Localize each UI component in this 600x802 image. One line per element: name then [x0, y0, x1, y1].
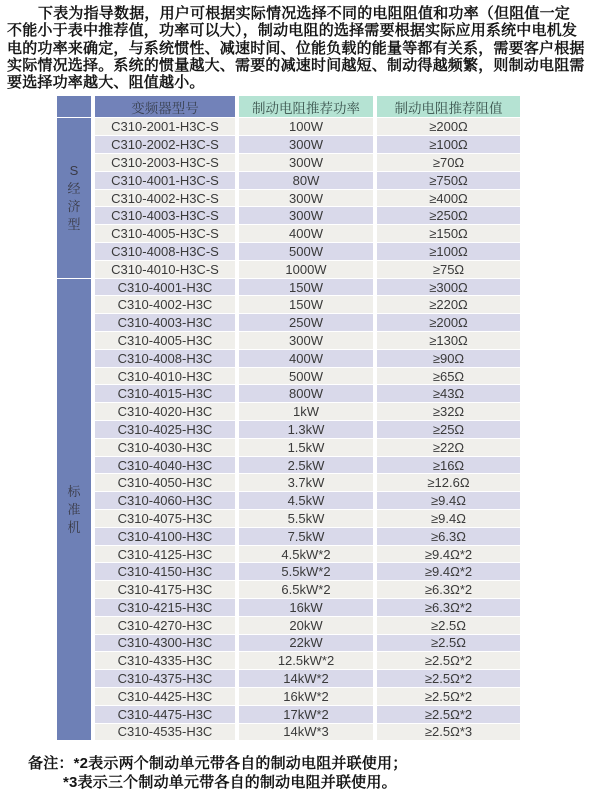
manual-page — [0, 5, 600, 792]
intro-line: 要选择功率越大、阻值越小。 — [7, 74, 205, 92]
table-row — [57, 492, 520, 509]
table-row — [57, 581, 520, 598]
resistance-cell: ≥2.5Ω*3 — [377, 724, 520, 741]
resistance-cell: ≥2.5Ω*2 — [377, 688, 520, 705]
footnotes — [28, 754, 600, 792]
table-row — [57, 332, 520, 349]
resistance-cell: ≥6.3Ω*2 — [377, 581, 520, 598]
footnote-prefix: 备注： — [28, 755, 74, 773]
group-label-char: 标 — [67, 483, 81, 499]
group-label-char: 济 — [67, 199, 81, 215]
power-cell: 300W — [239, 190, 373, 207]
model-cell: C310-2002-H3C-S — [95, 136, 235, 153]
power-cell: 6.5kW*2 — [239, 581, 373, 598]
resistance-cell: ≥2.5Ω — [377, 617, 520, 634]
model-cell: C310-4008-H3C-S — [95, 243, 235, 260]
table-row — [57, 563, 520, 580]
group-label-char: 准 — [67, 501, 81, 517]
resistance-cell: ≥6.3Ω*2 — [377, 599, 520, 616]
power-cell: 300W — [239, 136, 373, 153]
model-cell: C310-4475-H3C — [95, 706, 235, 723]
power-cell: 14kW*2 — [239, 670, 373, 687]
resistance-cell: ≥750Ω — [377, 172, 520, 189]
model-cell: C310-4010-H3C — [95, 368, 235, 385]
power-cell: 1000W — [239, 261, 373, 278]
group-label-char: 型 — [67, 217, 81, 233]
resistance-cell: ≥75Ω — [377, 261, 520, 278]
table-row — [57, 528, 520, 545]
resistance-cell: ≥150Ω — [377, 225, 520, 242]
resistance-cell: ≥200Ω — [377, 118, 520, 135]
resistance-column-header: 制动电阻推荐阻值 — [377, 96, 520, 117]
model-cell: C310-4020-H3C — [95, 403, 235, 420]
table-row — [57, 403, 520, 420]
resistance-cell: ≥43Ω — [377, 385, 520, 402]
model-cell: C310-4010-H3C-S — [95, 261, 235, 278]
power-cell: 100W — [239, 118, 373, 135]
model-cell: C310-4002-H3C — [95, 296, 235, 313]
power-cell: 500W — [239, 243, 373, 260]
table-row — [57, 261, 520, 278]
table-row — [57, 279, 520, 296]
model-cell: C310-4425-H3C — [95, 688, 235, 705]
model-cell: C310-4001-H3C — [95, 279, 235, 296]
power-cell: 4.5kW — [239, 492, 373, 509]
model-cell: C310-2001-H3C-S — [95, 118, 235, 135]
model-column-header: 变频器型号 — [95, 96, 235, 117]
resistance-cell: ≥250Ω — [377, 207, 520, 224]
group-label-cell — [57, 279, 91, 741]
power-cell: 16kW — [239, 599, 373, 616]
model-cell: C310-4075-H3C — [95, 510, 235, 527]
resistance-cell: ≥400Ω — [377, 190, 520, 207]
resistance-cell: ≥22Ω — [377, 439, 520, 456]
resistance-cell: ≥2.5Ω*2 — [377, 670, 520, 687]
table-row — [57, 243, 520, 260]
power-cell: 12.5kW*2 — [239, 652, 373, 669]
resistance-cell: ≥220Ω — [377, 296, 520, 313]
table-row — [57, 599, 520, 616]
power-column-header: 制动电阻推荐功率 — [239, 96, 373, 117]
table-row — [57, 385, 520, 402]
power-cell: 14kW*3 — [239, 724, 373, 741]
table-row — [57, 296, 520, 313]
model-cell: C310-4175-H3C — [95, 581, 235, 598]
group-column-header — [57, 96, 91, 117]
power-cell: 20kW — [239, 617, 373, 634]
power-cell: 300W — [239, 154, 373, 171]
table-row — [57, 439, 520, 456]
model-cell: C310-4100-H3C — [95, 528, 235, 545]
resistance-cell: ≥16Ω — [377, 457, 520, 474]
table-row — [57, 706, 520, 723]
resistance-cell: ≥130Ω — [377, 332, 520, 349]
table-row — [57, 154, 520, 171]
resistance-cell: ≥9.4Ω — [377, 492, 520, 509]
resistance-cell: ≥300Ω — [377, 279, 520, 296]
table-row — [57, 652, 520, 669]
power-cell: 1.3kW — [239, 421, 373, 438]
model-cell: C310-2003-H3C-S — [95, 154, 235, 171]
resistance-cell: ≥200Ω — [377, 314, 520, 331]
resistance-cell: ≥70Ω — [377, 154, 520, 171]
resistance-cell: ≥90Ω — [377, 350, 520, 367]
table-row — [57, 617, 520, 634]
resistance-cell: ≥2.5Ω — [377, 635, 520, 652]
intro-line: 电的功率来确定，与系统惯性、减速时间、位能负载的能量等都有关系，需要客户根据 — [7, 39, 585, 57]
table-row — [57, 314, 520, 331]
power-cell: 5.5kW — [239, 510, 373, 527]
model-cell: C310-4150-H3C — [95, 563, 235, 580]
model-cell: C310-4270-H3C — [95, 617, 235, 634]
resistance-cell: ≥12.6Ω — [377, 474, 520, 491]
model-cell: C310-4003-H3C-S — [95, 207, 235, 224]
table-row — [57, 724, 520, 741]
intro-line: 不能小于表中推荐值，功率可以大），制动电阻的选择需要根据实际应用系统中电机发 — [7, 22, 578, 40]
table-row — [57, 118, 520, 135]
resistance-cell: ≥32Ω — [377, 403, 520, 420]
resistance-cell: ≥100Ω — [377, 136, 520, 153]
resistance-cell: ≥9.4Ω — [377, 510, 520, 527]
resistance-cell: ≥6.3Ω — [377, 528, 520, 545]
resistance-cell: ≥100Ω — [377, 243, 520, 260]
table-row — [57, 190, 520, 207]
table-row — [57, 136, 520, 153]
power-cell: 150W — [239, 296, 373, 313]
resistance-cell: ≥2.5Ω*2 — [377, 652, 520, 669]
table-row — [57, 225, 520, 242]
power-cell: 22kW — [239, 635, 373, 652]
footnote-line: *3表示三个制动单元带各自的制动电阻并联使用。 — [63, 774, 397, 792]
resistance-cell: ≥2.5Ω*2 — [377, 706, 520, 723]
power-cell: 250W — [239, 314, 373, 331]
model-cell: C310-4060-H3C — [95, 492, 235, 509]
resistance-cell: ≥9.4Ω*2 — [377, 546, 520, 563]
model-cell: C310-4008-H3C — [95, 350, 235, 367]
table-row — [57, 350, 520, 367]
table-row — [57, 510, 520, 527]
model-cell: C310-4005-H3C-S — [95, 225, 235, 242]
model-cell: C310-4025-H3C — [95, 421, 235, 438]
power-cell: 400W — [239, 350, 373, 367]
table-row — [57, 688, 520, 705]
power-cell: 1kW — [239, 403, 373, 420]
power-cell: 3.7kW — [239, 474, 373, 491]
power-cell: 300W — [239, 207, 373, 224]
model-cell: C310-4300-H3C — [95, 635, 235, 652]
group-label-char: S — [69, 163, 79, 179]
resistance-cell: ≥65Ω — [377, 368, 520, 385]
model-cell: C310-4015-H3C — [95, 385, 235, 402]
power-cell: 80W — [239, 172, 373, 189]
model-cell: C310-4535-H3C — [95, 724, 235, 741]
model-cell: C310-4050-H3C — [95, 474, 235, 491]
model-cell: C310-4003-H3C — [95, 314, 235, 331]
table-row — [57, 670, 520, 687]
table-row — [57, 474, 520, 491]
group-label-char: 机 — [67, 519, 81, 535]
model-cell: C310-4335-H3C — [95, 652, 235, 669]
table-row — [57, 172, 520, 189]
braking-resistor-table — [53, 95, 524, 741]
intro-line: 下表为指导数据，用户可根据实际情况选择不同的电阻阻值和功率（但阻值一定 — [38, 5, 571, 22]
power-cell: 7.5kW — [239, 528, 373, 545]
intro-paragraph — [7, 5, 596, 91]
resistance-cell: ≥9.4Ω*2 — [377, 563, 520, 580]
model-cell: C310-4002-H3C-S — [95, 190, 235, 207]
power-cell: 300W — [239, 332, 373, 349]
resistance-cell: ≥25Ω — [377, 421, 520, 438]
power-cell: 4.5kW*2 — [239, 546, 373, 563]
power-cell: 17kW*2 — [239, 706, 373, 723]
power-cell: 500W — [239, 368, 373, 385]
power-cell: 16kW*2 — [239, 688, 373, 705]
power-cell: 2.5kW — [239, 457, 373, 474]
table-row — [57, 635, 520, 652]
model-cell: C310-4040-H3C — [95, 457, 235, 474]
power-cell: 150W — [239, 279, 373, 296]
table-row — [57, 546, 520, 563]
group-label-cell — [57, 118, 91, 277]
power-cell: 5.5kW*2 — [239, 563, 373, 580]
intro-line: 实际情况选择。系统的惯量越大、需要的减速时间越短、制动得越频繁，则制动电阻需 — [7, 56, 585, 74]
power-cell: 400W — [239, 225, 373, 242]
model-cell: C310-4005-H3C — [95, 332, 235, 349]
power-cell: 1.5kW — [239, 439, 373, 456]
table-row — [57, 207, 520, 224]
power-cell: 800W — [239, 385, 373, 402]
model-cell: C310-4001-H3C-S — [95, 172, 235, 189]
table-row — [57, 421, 520, 438]
group-label-char: 经 — [67, 181, 81, 197]
model-cell: C310-4125-H3C — [95, 546, 235, 563]
footnote-line: 备注：*2表示两个制动单元带各自的制动电阻并联使用； — [28, 755, 408, 773]
model-cell: C310-4215-H3C — [95, 599, 235, 616]
model-cell: C310-4375-H3C — [95, 670, 235, 687]
table-header-row — [57, 96, 520, 117]
table-row — [57, 368, 520, 385]
model-cell: C310-4030-H3C — [95, 439, 235, 456]
table-row — [57, 457, 520, 474]
